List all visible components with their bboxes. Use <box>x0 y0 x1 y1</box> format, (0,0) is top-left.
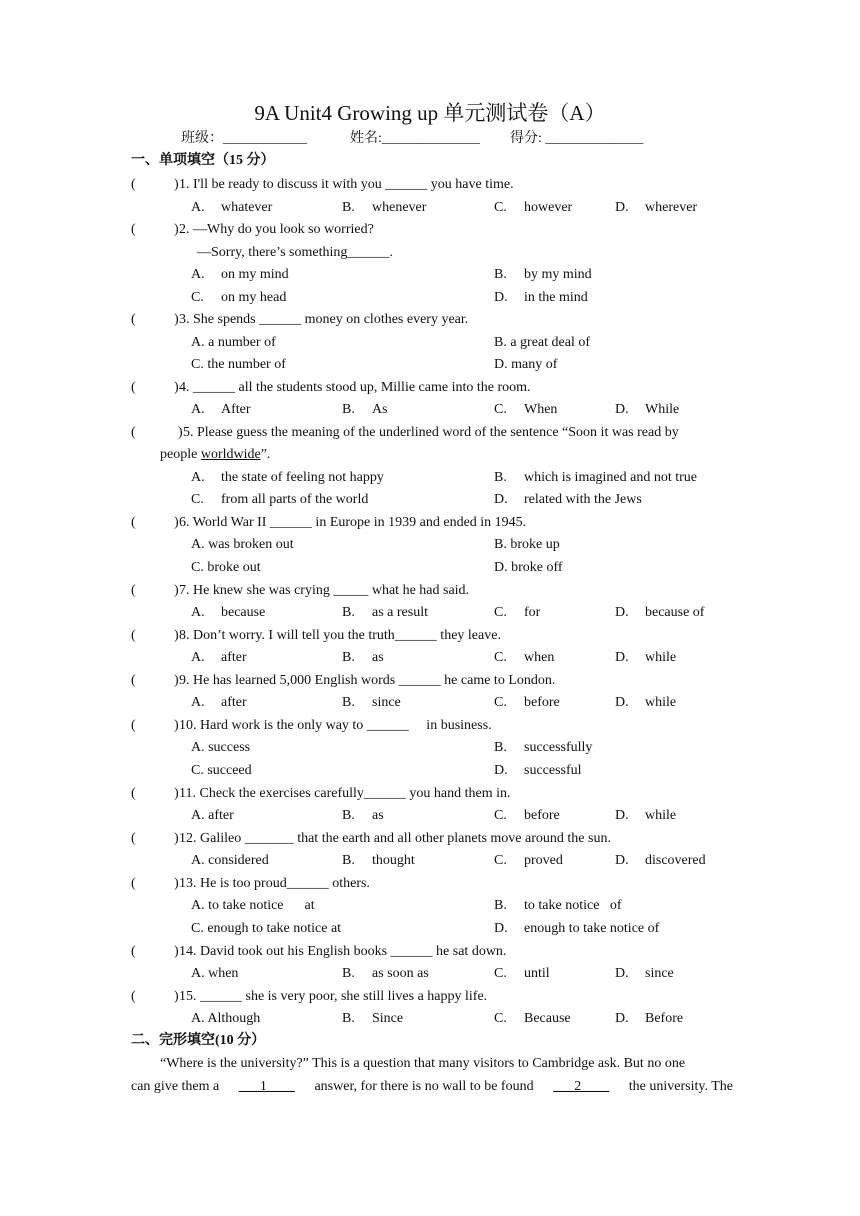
option-b[interactable]: B. by my mind <box>494 267 592 282</box>
cloze-paragraph-line-2: can give them a ___1____ answer, for there is no wall to be found ___2____ the university. The <box>131 1077 733 1097</box>
question-stem: 15. ______ she is very poor, she still lives a happy life. <box>179 989 488 1004</box>
option-a[interactable]: A. because <box>191 605 266 620</box>
option-d[interactable]: D. since <box>615 966 674 981</box>
option-c[interactable]: C. succeed <box>191 763 252 778</box>
option-b[interactable]: B. As <box>342 402 388 417</box>
option-c[interactable]: C. on my head <box>191 290 287 305</box>
answer-paren-left[interactable]: ( <box>131 222 136 237</box>
option-a[interactable]: A. the state of feeling not happy <box>191 470 384 485</box>
option-d[interactable]: D. Before <box>615 1011 684 1026</box>
name-blank[interactable]: ______________ <box>381 131 480 146</box>
option-d[interactable]: D. many of <box>494 357 558 372</box>
option-d[interactable]: D. while <box>615 650 677 665</box>
option-d[interactable]: D. While <box>615 402 680 417</box>
option-a[interactable]: A. After <box>191 402 251 417</box>
answer-paren-right: ) <box>174 673 179 688</box>
option-a[interactable]: A. when <box>191 966 239 981</box>
answer-paren-right: ) <box>174 222 179 237</box>
class-field <box>181 129 307 149</box>
underlined-word: worldwide <box>200 447 261 462</box>
option-a[interactable]: A. after <box>191 650 247 665</box>
answer-paren-left[interactable]: ( <box>131 786 136 801</box>
option-a[interactable]: A. whatever <box>191 200 273 215</box>
option-b[interactable]: B. since <box>342 695 401 710</box>
section-2-title: 二、完形填空(10 分） <box>131 1033 266 1048</box>
option-d[interactable]: D. wherever <box>615 200 698 215</box>
answer-paren-right: ) <box>174 628 179 643</box>
score-field <box>510 129 643 149</box>
answer-paren-right: ) <box>174 989 179 1004</box>
question-stem-line-2: —Sorry, there’s something______. <box>197 245 393 260</box>
class-label: 班级： <box>181 131 223 146</box>
option-d[interactable]: D. successful <box>494 763 582 778</box>
option-a[interactable]: A. was broken out <box>191 537 294 552</box>
option-b[interactable]: B. Since <box>342 1011 404 1026</box>
option-b[interactable]: B. to take notice of <box>494 898 622 913</box>
option-c[interactable]: C. enough to take notice at <box>191 921 342 936</box>
option-d[interactable]: D. while <box>615 695 677 710</box>
option-a[interactable]: A. success <box>191 740 251 755</box>
option-a[interactable]: A. on my mind <box>191 267 289 282</box>
cloze-paragraph-line-1: “Where is the university?” This is a question that many visitors to Cambridge ask. But no one <box>160 1056 686 1071</box>
option-c[interactable]: C. for <box>494 605 541 620</box>
answer-paren-right: ) <box>174 583 179 598</box>
option-a[interactable]: A. after <box>191 695 247 710</box>
answer-paren-right: ) <box>174 380 179 395</box>
option-b[interactable]: B. as <box>342 650 384 665</box>
answer-paren-right: ) <box>174 515 179 530</box>
option-d[interactable]: D. enough to take notice of <box>494 921 660 936</box>
question-stem: 14. David took out his English books ______ he sat down. <box>179 944 507 959</box>
option-a[interactable]: A. considered <box>191 853 269 868</box>
question-stem: 2. —Why do you look so worried? <box>179 222 374 237</box>
option-d[interactable]: D. related with the Jews <box>494 492 642 507</box>
answer-paren-left[interactable]: ( <box>131 876 136 891</box>
option-c[interactable]: C. before <box>494 695 560 710</box>
option-b[interactable]: B. broke up <box>494 537 560 552</box>
answer-paren-left[interactable]: ( <box>131 628 136 643</box>
option-c[interactable]: C. When <box>494 402 558 417</box>
option-b[interactable]: B. as <box>342 808 384 823</box>
option-c[interactable]: C. broke out <box>191 560 261 575</box>
option-c[interactable]: C. Because <box>494 1011 571 1026</box>
question-stem: 6. World War II ______ in Europe in 1939 and ended in 1945. <box>179 515 527 530</box>
option-d[interactable]: D. because of <box>615 605 705 620</box>
option-c[interactable]: C. proved <box>494 853 563 868</box>
answer-paren-right: ) <box>174 786 179 801</box>
answer-paren-left[interactable]: ( <box>131 831 136 846</box>
option-b[interactable]: B. as a result <box>342 605 428 620</box>
question-stem: 9. He has learned 5,000 English words ______ he came to London. <box>179 673 556 688</box>
score-label: 得分: <box>510 131 542 146</box>
cloze-blank-2[interactable]: ___2____ <box>553 1079 610 1094</box>
answer-paren-right: ) <box>174 718 179 733</box>
option-a[interactable]: A. to take notice at <box>191 898 315 913</box>
question-stem: 11. Check the exercises carefully______ you hand them in. <box>179 786 511 801</box>
answer-paren-left[interactable]: ( <box>131 673 136 688</box>
option-c[interactable]: C. when <box>494 650 555 665</box>
option-b[interactable]: B. whenever <box>342 200 427 215</box>
answer-paren-left[interactable]: ( <box>131 944 136 959</box>
option-c[interactable]: C. before <box>494 808 560 823</box>
option-a[interactable]: A. Although <box>191 1011 261 1026</box>
answer-paren-right: ) <box>174 876 179 891</box>
answer-paren-left[interactable]: ( <box>131 515 136 530</box>
question-stem: 8. Don’t worry. I will tell you the truth______ they leave. <box>179 628 501 643</box>
name-field <box>350 129 480 149</box>
answer-paren-right: ) <box>174 944 179 959</box>
option-b[interactable]: B. successfully <box>494 740 593 755</box>
cloze-blank-1[interactable]: ___1____ <box>238 1079 295 1094</box>
answer-paren-left[interactable]: ( <box>131 177 136 192</box>
option-c[interactable]: C. the number of <box>191 357 286 372</box>
score-blank[interactable]: ______________ <box>545 131 644 146</box>
option-a[interactable]: A. after <box>191 808 234 823</box>
answer-paren-left[interactable]: ( <box>131 989 136 1004</box>
answer-paren-left[interactable]: ( <box>131 380 136 395</box>
option-a[interactable]: A. a number of <box>191 335 276 350</box>
option-d[interactable]: D. discovered <box>615 853 706 868</box>
question-stem: 10. Hard work is the only way to ______ in business. <box>179 718 492 733</box>
question-5-line-2: people worldwide”. <box>160 447 271 462</box>
question-stem: 1. I'll be ready to discuss it with you ______ you have time. <box>179 177 514 192</box>
class-blank[interactable]: ____________ <box>223 131 307 146</box>
answer-paren-left[interactable]: ( <box>131 718 136 733</box>
question-stem: 5. Please guess the meaning of the underlined word of the sentence “Soon it was read by <box>183 425 679 440</box>
section-1-title: 一、单项填空（15 分） <box>131 153 275 168</box>
option-c[interactable]: C. however <box>494 200 573 215</box>
page-title: 9A Unit4 Growing up 单元测试卷（A） <box>254 101 606 125</box>
answer-paren-left[interactable]: ( <box>131 312 136 327</box>
answer-paren-right: ) <box>178 425 183 440</box>
answer-paren-right: ) <box>174 177 179 192</box>
answer-paren-right: ) <box>174 831 179 846</box>
answer-paren-left[interactable]: ( <box>131 583 136 598</box>
question-stem: 12. Galileo _______ that the earth and all other planets move around the sun. <box>179 831 611 846</box>
option-c[interactable]: C. from all parts of the world <box>191 492 369 507</box>
question-stem: 7. He knew she was crying _____ what he had said. <box>179 583 470 598</box>
option-d[interactable]: D. while <box>615 808 677 823</box>
option-b[interactable]: B. a great deal of <box>494 335 591 350</box>
option-b[interactable]: B. which is imagined and not true <box>494 470 698 485</box>
option-b[interactable]: B. as soon as <box>342 966 429 981</box>
question-stem: 3. She spends ______ money on clothes every year. <box>179 312 469 327</box>
option-d[interactable]: D. broke off <box>494 560 563 575</box>
option-b[interactable]: B. thought <box>342 853 415 868</box>
question-stem: 13. He is too proud______ others. <box>179 876 370 891</box>
option-c[interactable]: C. until <box>494 966 550 981</box>
option-d[interactable]: D. in the mind <box>494 290 588 305</box>
answer-paren-left[interactable]: ( <box>131 425 136 440</box>
name-label: 姓名: <box>350 131 382 146</box>
question-stem: 4. ______ all the students stood up, Millie came into the room. <box>179 380 531 395</box>
answer-paren-right: ) <box>174 312 179 327</box>
